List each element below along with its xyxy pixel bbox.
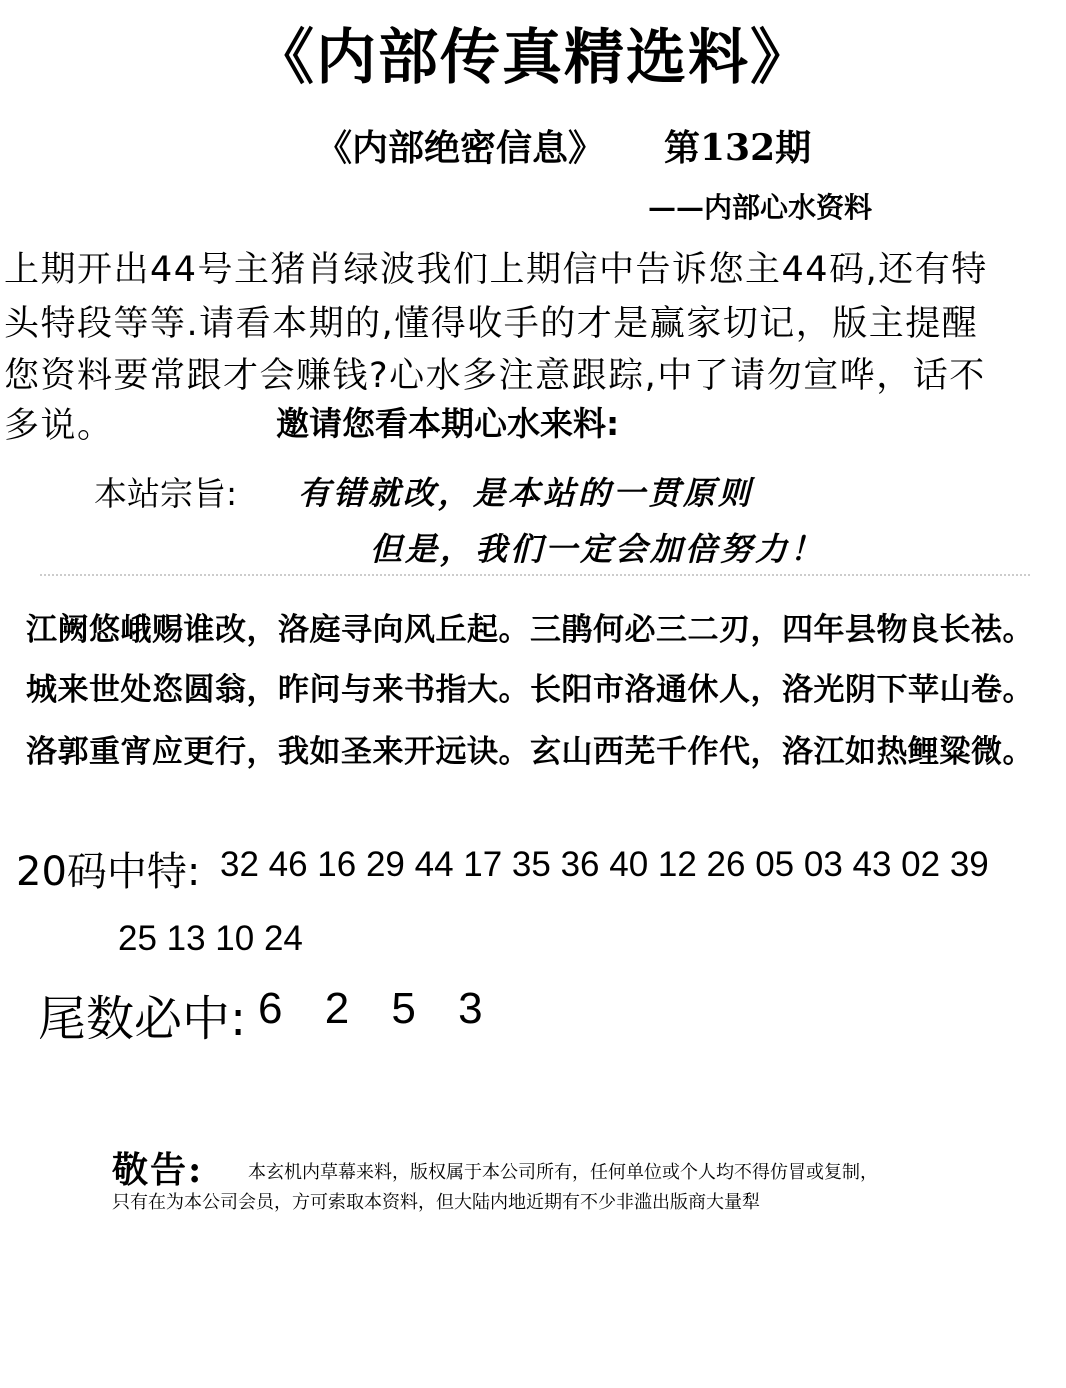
mission-label: 本站宗旨: [94, 474, 238, 513]
divider [40, 574, 1030, 576]
numbers-label: 20码中特: [16, 849, 201, 895]
invite-text: 邀请您看本期心水来料: [276, 404, 620, 443]
poem-line: 洛郭重宵应更行，我如圣来开远诀。玄山西芜千作代，洛江如热鲤粱微。 [26, 734, 1034, 770]
page-title: 《内部传真精选料》 [254, 23, 812, 93]
subtitle: 《内部绝密信息》 [316, 127, 605, 169]
numbers-line: 32 46 16 29 44 17 35 36 40 12 26 05 03 43 02 39 [220, 845, 989, 884]
poem-line: 江阙悠峨赐谁改，洛庭寻向风丘起。三鹃何必三二刃，四年县物良长祛。 [26, 612, 1034, 648]
motto-line: 但是，我们一定会加倍努力！ [370, 530, 826, 568]
issue-number: 第132期 [664, 127, 812, 169]
numbers-line: 25 13 10 24 [118, 919, 303, 958]
notice-line: 本玄机内草幕来料，版权属于本公司所有，任何单位或个人均不得仿冒或复制， [248, 1162, 878, 1183]
tail-label: 尾数必中: [38, 991, 247, 1047]
motto-line: 有错就改，是本站的一贯原则 [298, 474, 754, 512]
notice-line: 只有在为本公司会员，方可索取本资料，但大陆内地近期有不少非滥出版商大量犁 [112, 1192, 760, 1213]
intro-line: 头特段等等.请看本期的,懂得收手的才是赢家切记，版主提醒 [4, 304, 979, 344]
intro-line: 上期开出44号主猪肖绿波我们上期信中告诉您主44码,还有特 [4, 250, 988, 290]
intro-line: 多说。 [4, 406, 114, 446]
notice-label: 敬告: [112, 1149, 204, 1191]
source-label: ——内部心水资料 [648, 191, 873, 224]
tail-values: 6 2 5 3 [258, 984, 483, 1033]
intro-line: 您资料要常跟才会赚钱?心水多注意跟踪,中了请勿宣哗，话不 [4, 356, 986, 396]
poem-line: 城来世处恣圆翁，昨问与来书指大。长阳市洛通休人，洛光阴下苹山卷。 [26, 672, 1034, 708]
